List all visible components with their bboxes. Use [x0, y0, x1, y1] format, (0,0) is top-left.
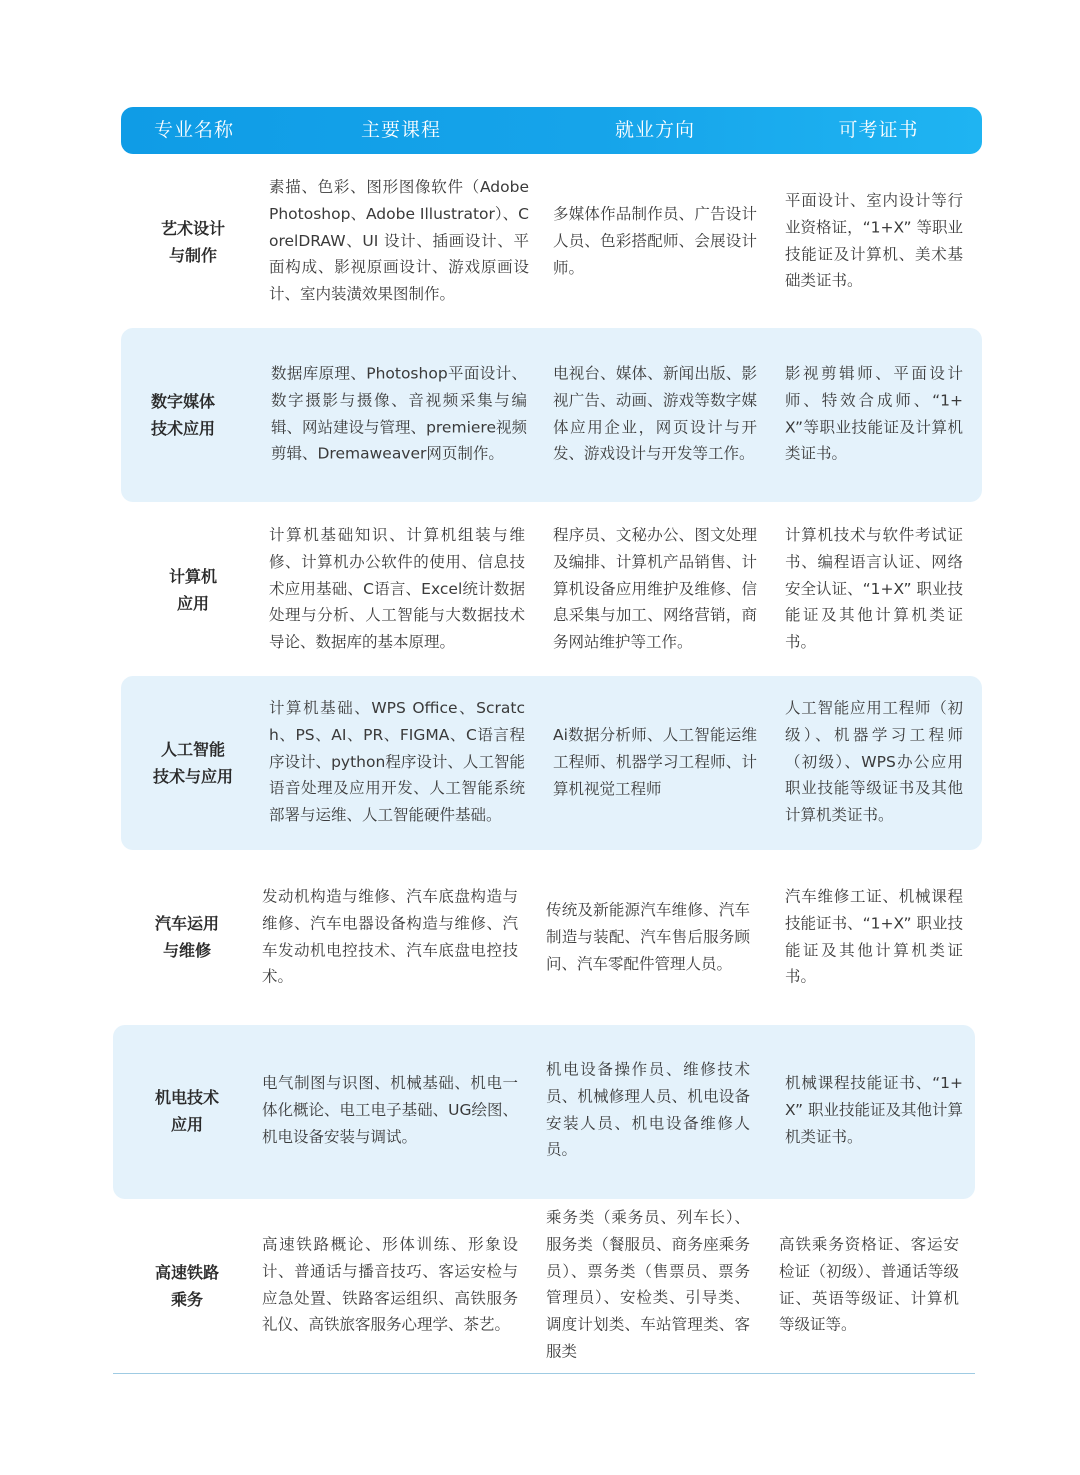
row-jobs: 传统及新能源汽车维修、汽车制造与装配、汽车售后服务顾问、汽车零配件管理人员。 [546, 900, 750, 973]
row-certs: 人工智能应用工程师（初级）、机器学习工程师（初级）、WPS办公应用职业技能等级证书及其他计算机类证书。 [785, 699, 963, 825]
bottom-divider [113, 1373, 975, 1374]
row-certs: 影视剪辑师、平面设计师、特效合成师、“1+X”等职业技能证及计算机类证书。 [785, 364, 963, 463]
row-courses: 素描、色彩、图形图像软件（Adobe Photoshop、Adobe Illustrator）、CorelDRAW、UI 设计、插画设计、平面构成、影视原画设计、游戏原画设计、室内装潢效果图制作。 [269, 178, 529, 304]
row-courses: 电气制图与识图、机械基础、机电一体化概论、电工电子基础、UG绘图、机电设备安装与调试。 [262, 1073, 518, 1146]
row-courses: 计算机基础、WPS Office、Scratch、PS、AI、PR、FIGMA、C语言程序设计、python程序设计、人工智能语音处理及应用开发、人工智能系统部署与运维、人工智能硬件基础。 [269, 699, 525, 825]
row-certs: 机械课程技能证书、“1+X” 职业技能证及其他计算机类证书。 [785, 1073, 963, 1146]
row-courses: 高速铁路概论、形体训练、形象设计、普通话与播音技巧、客运安检与应急处置、铁路客运组织、高铁服务礼仪、高铁旅客服务心理学、茶艺。 [262, 1235, 518, 1334]
row-major-name: 计算机 应用 [168, 567, 218, 613]
row-certs: 高铁乘务资格证、客运安检证（初级）、普通话等级证、英语等级证、计算机等级证等。 [779, 1235, 959, 1334]
row-major-name: 机电技术 应用 [154, 1088, 220, 1134]
row-major-name: 艺术设计 与制作 [160, 219, 226, 265]
row-courses: 发动机构造与维修、汽车底盘构造与维修、汽车电器设备构造与维修、汽车发动机电控技术、汽车底盘电控技术。 [262, 887, 518, 986]
header-courses: 主要课程 [360, 119, 441, 141]
row-jobs: 多媒体作品制作员、广告设计人员、色彩搭配师、会展设计师。 [553, 204, 757, 277]
row-jobs: 程序员、文秘办公、图文处理及编排、计算机产品销售、计算机设备应用维护及维修、信息采集与加工、网络营销，商务网站维护等工作。 [553, 526, 757, 652]
row-jobs: 乘务类（乘务员、列车长）、服务类（餐服员、商务座乘务员）、票务类（售票员、票务管理员）、安检类、引导类、调度计划类、车站管理类、客服类 [546, 1208, 750, 1361]
row-certs: 计算机技术与软件考试证书、编程语言认证、网络安全认证、“1+X” 职业技能证及其他计算机类证书。 [785, 526, 963, 652]
header-jobs: 就业方向 [614, 119, 695, 141]
row-major-name: 高速铁路 乘务 [154, 1263, 220, 1309]
row-certs: 汽车维修工证、机械课程技能证书、“1+X” 职业技能证及其他计算机类证书。 [785, 887, 963, 986]
row-major-name: 数字媒体 技术应用 [150, 392, 216, 438]
row-major-name: 人工智能 技术与应用 [152, 740, 234, 786]
table-header [121, 107, 982, 154]
header-certs: 可考证书 [838, 119, 919, 141]
row-jobs: Ai数据分析师、人工智能运维工程师、机器学习工程师、计算机视觉工程师 [553, 725, 757, 798]
row-major-name: 汽车运用 与维修 [154, 914, 220, 960]
row-courses: 计算机基础知识、计算机组装与维修、计算机办公软件的使用、信息技术应用基础、C语言、Excel统计数据处理与分析、人工智能与大数据技术导论、数据库的基本原理。 [269, 526, 525, 652]
header-major: 专业名称 [153, 119, 234, 141]
row-courses: 数据库原理、Photoshop平面设计、数字摄影与摄像、音视频采集与编辑、网站建设与管理、premiere视频剪辑、Dremaweaver网页制作。 [271, 364, 527, 463]
row-jobs: 机电设备操作员、维修技术员、机械修理人员、机电设备安装人员、机电设备维修人员。 [546, 1060, 750, 1159]
row-certs: 平面设计、室内设计等行业资格证，“1+X” 等职业技能证及计算机、美术基础类证书。 [785, 191, 963, 290]
row-jobs: 电视台、媒体、新闻出版、影视广告、动画、游戏等数字媒体应用企业，网页设计与开发、游戏设计与开发等工作。 [553, 364, 757, 463]
